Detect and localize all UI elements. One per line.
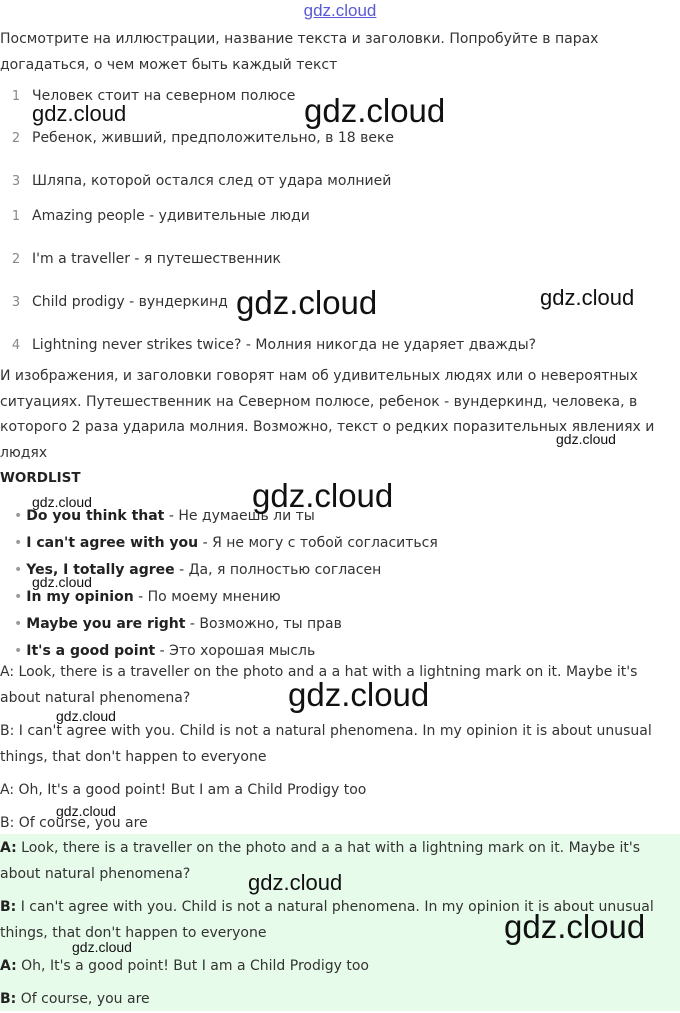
bullet-icon: • <box>14 535 23 551</box>
speaker: B: <box>0 723 15 739</box>
dialogue-text: I can't agree with you. Child is not a natural phenomena. In my opinion it is about unusual things, that don't happen to everyone <box>0 899 654 941</box>
list-item <box>0 333 536 357</box>
dialogue-line <box>0 987 676 1013</box>
intro-text: Посмотрите на иллюстрации, название текста и заголовки. Попробуйте в парах догадаться, о чем может быть каждый текст <box>0 31 599 73</box>
dialogue-line <box>0 719 676 770</box>
wordlist-phrase: Maybe you are right <box>26 616 186 632</box>
bullet-icon: • <box>14 508 23 524</box>
watermark: gdz.cloud <box>556 431 616 447</box>
list-number: 3 <box>11 174 21 189</box>
list-number: 1 <box>11 89 21 104</box>
watermark: gdz.cloud <box>32 101 127 126</box>
dialogue-line <box>0 778 676 804</box>
list-text: Ребенок, живший, предположительно, в 18 веке <box>32 130 395 146</box>
dialogue-text: I can't agree with you. Child is not a natural phenomena. In my opinion it is about unusual things, that don't happen to everyone <box>0 723 652 765</box>
wordlist-translation: - Возможно, ты прав <box>185 616 342 632</box>
list-number: 3 <box>11 295 21 310</box>
watermark: gdz.cloud <box>540 285 635 310</box>
speaker: B: <box>0 991 17 1007</box>
list-number: 2 <box>11 131 21 146</box>
list-text: Child prodigy - вундеркинд <box>32 294 228 310</box>
dialogue-text: Look, there is a traveller on the photo and a a hat with a lightning mark on it. Maybe it's about natural phenomena? <box>0 664 638 706</box>
watermark: gdz.cloud <box>72 939 132 955</box>
bullet-icon: • <box>14 589 23 605</box>
list-item <box>0 169 391 193</box>
bullet-icon: • <box>14 562 23 578</box>
list-item <box>0 204 310 228</box>
list-text: Шляпа, которой остался след от удара молнией <box>32 173 392 189</box>
wordlist-phrase: Yes, I totally agree <box>26 562 175 578</box>
speaker: A: <box>0 782 15 798</box>
bullet-icon: • <box>14 643 23 659</box>
dialogue-text: Of course, you are <box>14 815 148 831</box>
watermark: gdz.cloud <box>56 708 116 724</box>
speaker: A: <box>0 664 15 680</box>
speaker: A: <box>0 840 17 856</box>
dialogue-text: Oh, It's a good point! But I am a Child Prodigy too <box>14 782 367 798</box>
wordlist-phrase: It's a good point <box>26 643 156 659</box>
watermark: gdz.cloud <box>304 92 446 129</box>
list-text: Lightning never strikes twice? - Молния никогда не ударяет дважды? <box>32 337 537 353</box>
wordlist-translation: - Да, я полностью согласен <box>174 562 382 578</box>
dialogue-text: Look, there is a traveller on the photo and a a hat with a lightning mark on it. Maybe it's about natural phenomena? <box>0 840 640 882</box>
bullet-icon: • <box>14 616 23 632</box>
list-number: 1 <box>11 209 21 224</box>
wordlist-item <box>14 641 315 661</box>
dialogue-line <box>0 954 676 980</box>
wordlist-translation: - Это хорошая мысль <box>155 643 316 659</box>
wordlist-item <box>14 533 438 553</box>
watermark: gdz.cloud <box>236 284 378 321</box>
list-number: 2 <box>11 252 21 267</box>
speaker: A: <box>0 958 17 974</box>
watermark: gdz.cloud <box>504 908 646 945</box>
summary-text: И изображения, и заголовки говорят нам об удивительных людях или о невероятных ситуациях. Путешественник на Северном полюсе, ребенок - вундеркинд, человека, в которого 2 раза ударила молния. Возможно, текст о редких поразительных явлениях и людях <box>0 368 655 461</box>
speaker: B: <box>0 815 15 831</box>
watermark: gdz.cloud <box>288 676 430 713</box>
watermark: gdz.cloud <box>32 494 92 510</box>
watermark: gdz.cloud <box>252 477 394 514</box>
wordlist-translation: - По моему мнению <box>133 589 281 605</box>
list-text: I'm a traveller - я путешественник <box>32 251 281 267</box>
list-number: 4 <box>11 338 21 353</box>
list-text: Amazing people - удивительные люди <box>32 208 310 224</box>
wordlist-item <box>14 614 342 634</box>
watermark: gdz.cloud <box>248 870 343 895</box>
list-item <box>0 247 281 271</box>
site-logo[interactable]: gdz.cloud <box>303 1 377 20</box>
wordlist-item <box>14 587 281 607</box>
wordlist-phrase: I can't agree with you <box>26 535 199 551</box>
wordlist-translation: - Я не могу с тобой согласиться <box>198 535 438 551</box>
list-text: Человек стоит на северном полюсе <box>32 88 296 104</box>
watermark: gdz.cloud <box>32 574 92 590</box>
wordlist-phrase: Do you think that <box>26 508 165 524</box>
dialogue-text: Oh, It's a good point! But I am a Child Prodigy too <box>16 958 369 974</box>
wordlist-title: WORDLIST <box>0 470 81 486</box>
wordlist-phrase: In my opinion <box>26 589 134 605</box>
list-item <box>0 290 228 314</box>
watermark: gdz.cloud <box>56 803 116 819</box>
speaker: B: <box>0 899 17 915</box>
wordlist-translation: - Не думаешь ли ты <box>164 508 315 524</box>
dialogue-text: Of course, you are <box>16 991 150 1007</box>
